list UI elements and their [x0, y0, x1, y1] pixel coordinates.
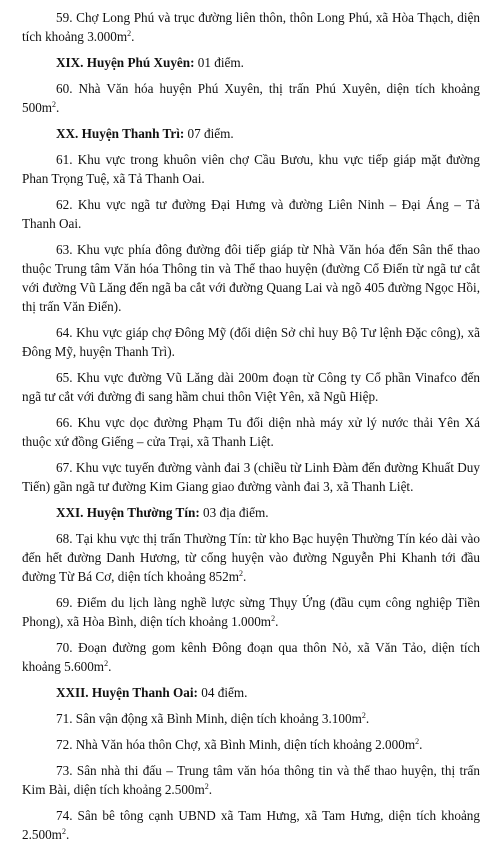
superscript: 2 — [204, 782, 209, 791]
list-item-text: 68. Tại khu vực thị trấn Thường Tín: từ kho Bạc huyện Thường Tín kéo dài vào đến hết đường Danh Hương, từ cổng huyện vào đường Nguyễn Phi Khanh tới đầu đường Từ Bá Cơ, diện tích khoảng 852m — [22, 531, 480, 584]
list-item-text: 69. Điểm du lịch làng nghề lược sừng Thụy Ứng (đầu cụm công nghiệp Tiền Phong), xã Hòa Bình, diện tích khoảng 1.000m — [22, 595, 480, 629]
list-item — [22, 709, 480, 728]
superscript: 2 — [127, 29, 132, 38]
list-item-text: 72. Nhà Văn hóa thôn Chợ, xã Bình Minh, diện tích khoảng 2.000m — [56, 737, 416, 752]
superscript: 2 — [361, 711, 366, 720]
section-heading-count: 04 điểm. — [197, 685, 248, 700]
section-heading — [22, 124, 480, 143]
list-item-tail: . — [365, 711, 370, 726]
section-heading — [22, 683, 480, 702]
list-item-text: 67. Khu vực tuyến đường vành đai 3 (chiều từ Linh Đàm đến đường Khuất Duy Tiến) gần ngã tư đường Kim Giang giao đường vành đai 3, xã Thanh Liệt. — [22, 460, 480, 494]
list-item-text: 73. Sân nhà thi đấu – Trung tâm văn hóa thông tin và thể thao huyện, thị trấn Kim Bài, diện tích khoảng 2.500m — [22, 763, 480, 797]
document-body — [22, 8, 480, 844]
list-item-text: 64. Khu vực giáp chợ Đông Mỹ (đối diện Sở chỉ huy Bộ Tư lệnh Đặc công), xã Đông Mỹ, huyện Thanh Trì). — [22, 325, 480, 359]
list-item-tail: . — [419, 737, 423, 752]
list-item-tail: . — [275, 614, 279, 629]
superscript: 2 — [104, 659, 109, 668]
section-heading-title: XXI. Huyện Thường Tín: — [56, 505, 200, 520]
section-heading-title: XXII. Huyện Thanh Oai: — [56, 685, 198, 700]
list-item — [22, 735, 480, 754]
section-heading-count: 01 điểm. — [194, 55, 244, 70]
list-item — [22, 806, 480, 844]
list-item-text: 71. Sân vận động xã Bình Minh, diện tích khoảng 3.100m — [56, 711, 362, 726]
section-heading — [22, 53, 480, 72]
section-heading — [22, 503, 480, 522]
list-item-text: 65. Khu vực đường Vũ Lăng dài 200m đoạn từ Công ty Cổ phần Vinafco đến ngã tư cắt với đường đi sang hầm chui thôn Việt Yên, xã Ngũ Hiệp. — [22, 370, 480, 404]
list-item — [22, 195, 480, 233]
list-item — [22, 529, 480, 586]
list-item — [22, 368, 480, 406]
section-heading-count: 03 địa điểm. — [199, 505, 269, 520]
list-item-tail: . — [131, 29, 135, 44]
list-item — [22, 79, 480, 117]
list-item — [22, 323, 480, 361]
list-item-tail: . — [56, 100, 60, 115]
superscript: 2 — [239, 569, 244, 578]
list-item-text: 59. Chợ Long Phú và trục đường liên thôn, thôn Long Phú, xã Hòa Thạch, diện tích khoảng 3.000m — [22, 10, 480, 44]
list-item — [22, 413, 480, 451]
list-item-text: 61. Khu vực trong khuôn viên chợ Cầu Bươu, khu vực tiếp giáp mặt đường Phan Trọng Tuệ, xã Tả Thanh Oai. — [22, 152, 480, 186]
list-item-tail: . — [65, 827, 70, 842]
list-item-text: 60. Nhà Văn hóa huyện Phú Xuyên, thị trấn Phú Xuyên, diện tích khoảng 500m — [22, 81, 480, 115]
section-heading-title: XX. Huyện Thanh Trì: — [56, 126, 185, 141]
list-item — [22, 593, 480, 631]
list-item-text: 62. Khu vực ngã tư đường Đại Hưng và đường Liên Ninh – Đại Áng – Tả Thanh Oai. — [22, 197, 480, 231]
list-item — [22, 8, 480, 46]
list-item-text: 70. Đoạn đường gom kênh Đông đoạn qua thôn Nỏ, xã Văn Tảo, diện tích khoảng 5.600m — [22, 640, 480, 674]
superscript: 2 — [271, 614, 276, 623]
superscript: 2 — [61, 827, 66, 836]
list-item-text: 63. Khu vực phía đông đường đôi tiếp giáp từ Nhà Văn hóa đến Sân thể thao thuộc Trung tâm Văn hóa Thông tin và Thể thao huyện (đường Cổ Điển từ ngã tư cắt với đường Vũ Lăng đến ngã ba cắt với đường Quang Lai và ngõ 405 đường Ngọc Hồi, thị trấn Văn Điển). — [22, 242, 480, 314]
list-item — [22, 150, 480, 188]
list-item-text: 66. Khu vực dọc đường Phạm Tu đối diện nhà máy xử lý nước thải Yên Xá thuộc xứ đồng Giếng – cửa Trại, xã Thanh Liệt. — [22, 415, 480, 449]
list-item-tail: . — [108, 659, 112, 674]
list-item-tail: . — [208, 782, 213, 797]
list-item — [22, 638, 480, 676]
section-heading-title: XIX. Huyện Phú Xuyên: — [56, 55, 195, 70]
list-item — [22, 458, 480, 496]
list-item-text: 74. Sân bê tông cạnh UBND xã Tam Hưng, xã Tam Hưng, diện tích khoảng 2.500m — [22, 808, 480, 842]
list-item — [22, 240, 480, 316]
list-item-tail: . — [243, 569, 247, 584]
superscript: 2 — [415, 737, 420, 746]
section-heading-count: 07 điểm. — [184, 126, 234, 141]
list-item — [22, 761, 480, 799]
superscript: 2 — [52, 100, 57, 109]
